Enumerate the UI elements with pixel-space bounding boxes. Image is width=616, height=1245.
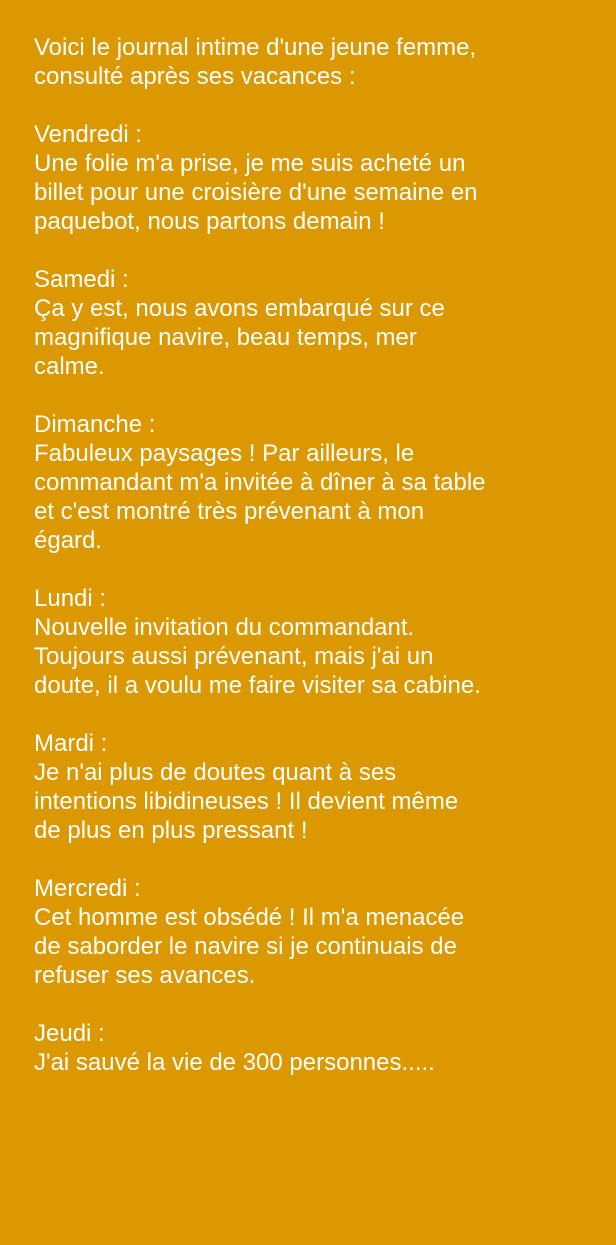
entry-line: paquebot, nous partons demain ! — [34, 208, 385, 235]
entry-day-label: Dimanche : — [34, 411, 156, 438]
entry-line: Toujours aussi prévenant, mais j'ai un — [34, 643, 434, 670]
entry-day-label: Lundi : — [34, 585, 107, 612]
entry-mardi — [34, 729, 596, 845]
paragraph-gap — [34, 845, 596, 874]
entry-line: intentions libidineuses ! Il devient même — [34, 788, 459, 815]
paragraph-gap — [34, 381, 596, 410]
entry-line: Une folie m'a prise, je me suis acheté un — [34, 150, 466, 177]
entry-line: égard. — [34, 527, 103, 554]
entry-vendredi — [34, 120, 596, 236]
entry-line: et c'est montré très prévenant à mon — [34, 498, 425, 525]
entry-day-label: Jeudi : — [34, 1020, 105, 1047]
entry-day-label: Mercredi : — [34, 875, 141, 902]
paragraph-gap — [34, 91, 596, 120]
paragraph-gap — [34, 555, 596, 584]
entry-day-label: Mardi : — [34, 730, 108, 757]
intro-line: consulté après ses vacances : — [34, 63, 356, 90]
intro — [34, 33, 596, 91]
entry-day-label: Vendredi : — [34, 121, 143, 148]
entry-lundi — [34, 584, 596, 700]
paragraph-gap — [34, 700, 596, 729]
entry-line: Je n'ai plus de doutes quant à ses — [34, 759, 397, 786]
entry-line: commandant m'a invitée à dîner à sa table — [34, 469, 486, 496]
entry-line: calme. — [34, 353, 105, 380]
entry-line: billet pour une croisière d'une semaine en — [34, 179, 478, 206]
entry-day-label: Samedi : — [34, 266, 129, 293]
entry-line: de plus en plus pressant ! — [34, 817, 308, 844]
entry-line: doute, il a voulu me faire visiter sa cabine. — [34, 672, 481, 699]
paragraph-gap — [34, 990, 596, 1019]
entry-samedi — [34, 265, 596, 381]
entry-line: Fabuleux paysages ! Par ailleurs, le — [34, 440, 415, 467]
entry-line: Ça y est, nous avons embarqué sur ce — [34, 295, 445, 322]
entry-mercredi — [34, 874, 596, 990]
paragraph-gap — [34, 236, 596, 265]
entry-line: Cet homme est obsédé ! Il m'a menacée — [34, 904, 465, 931]
entry-jeudi — [34, 1019, 596, 1077]
intro-line: Voici le journal intime d'une jeune femme, — [34, 34, 477, 61]
entry-line: Nouvelle invitation du commandant. — [34, 614, 415, 641]
entry-line: J'ai sauvé la vie de 300 personnes..... — [34, 1049, 435, 1076]
entry-line: refuser ses avances. — [34, 962, 256, 989]
entry-line: de saborder le navire si je continuais de — [34, 933, 457, 960]
entry-line: magnifique navire, beau temps, mer — [34, 324, 417, 351]
entry-dimanche — [34, 410, 596, 555]
